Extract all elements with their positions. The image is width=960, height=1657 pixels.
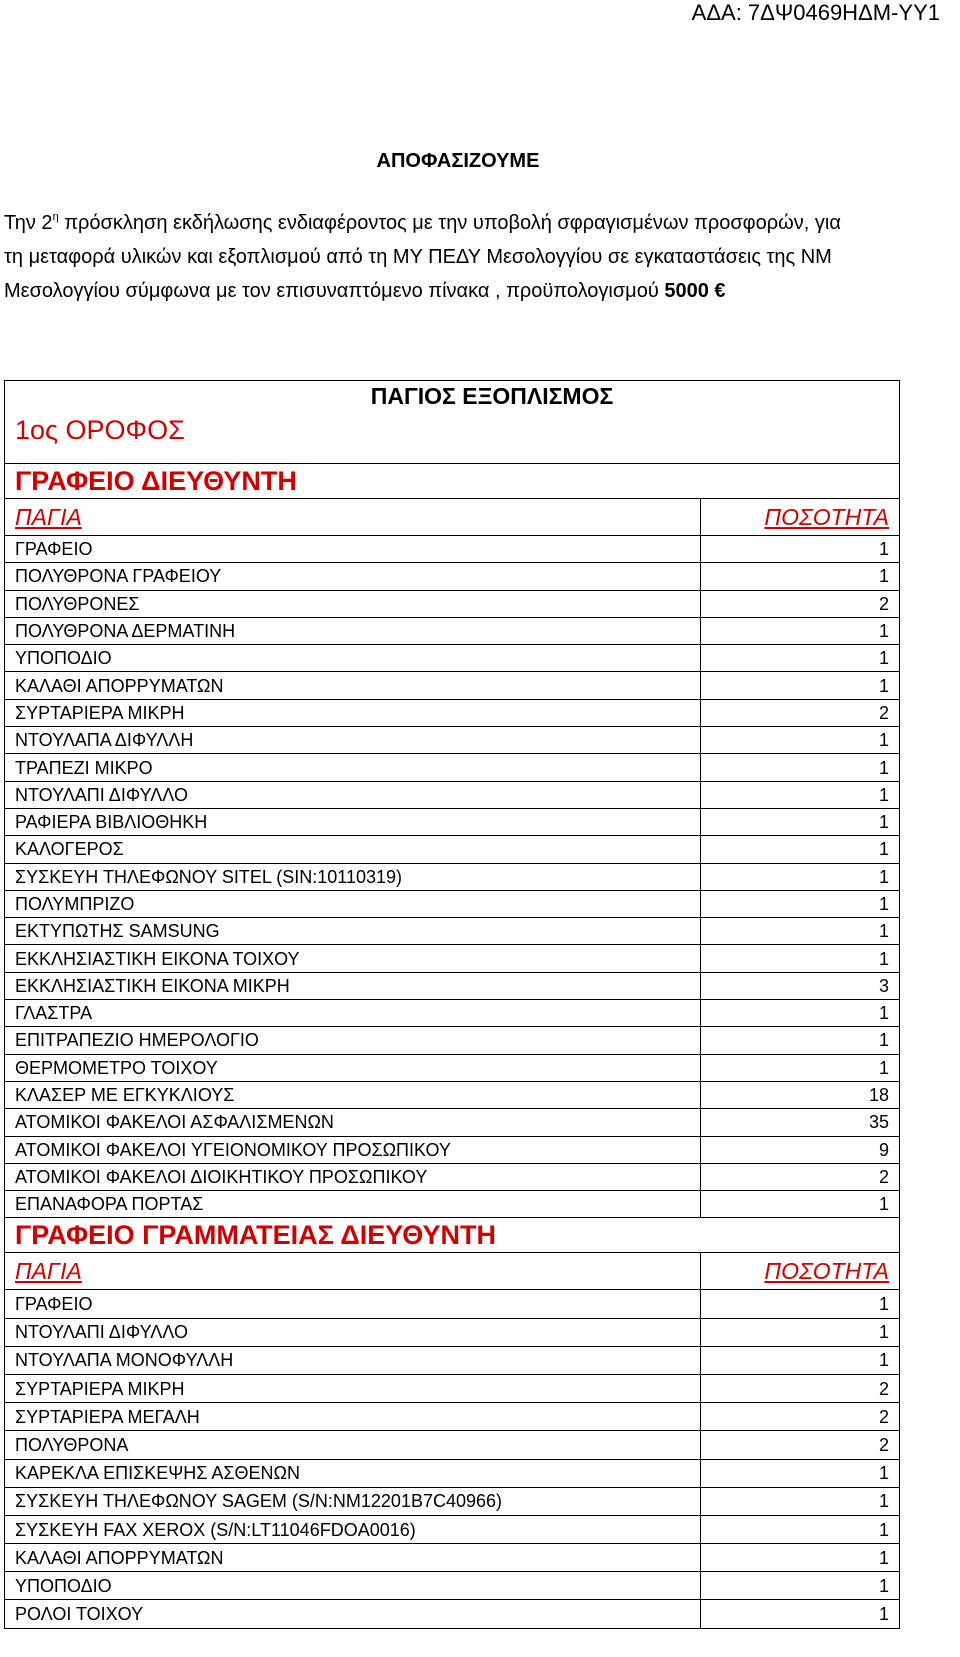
table-row [5, 1318, 900, 1346]
budget-amount: 5000 € [664, 280, 726, 302]
item-name: ΣΥΡΤΑΡΙΕΡΑ ΜΙΚΡΗ [5, 699, 701, 726]
table-row [5, 1346, 900, 1374]
item-name: ΤΡΑΠΕΖΙ ΜΙΚΡΟ [5, 754, 701, 781]
item-name: ΠΟΛΥΘΡΟΝΑ [5, 1431, 701, 1459]
item-quantity: 1 [700, 563, 899, 590]
item-quantity: 2 [700, 1431, 899, 1459]
item-name: ΚΑΡΕΚΛΑ ΕΠΙΣΚΕΨΗΣ ΑΣΘΕΝΩΝ [5, 1459, 701, 1487]
table-row [5, 617, 900, 644]
item-name: ΑΤΟΜΙΚΟΙ ΦΑΚΕΛΟΙ ΥΓΕΙΟΝΟΜΙΚΟΥ ΠΡΟΣΩΠΙΚΟΥ [5, 1136, 701, 1163]
table-row [5, 1000, 900, 1027]
table-row [5, 1374, 900, 1402]
table-row [5, 1431, 900, 1459]
table-row [5, 754, 900, 781]
table-row [5, 1136, 900, 1163]
item-quantity: 18 [700, 1081, 899, 1108]
section1-col-item: ΠΑΓΙΑ [5, 499, 701, 536]
item-quantity: 1 [700, 1459, 899, 1487]
item-quantity: 9 [700, 1136, 899, 1163]
table-row [5, 1600, 900, 1628]
item-quantity: 1 [700, 918, 899, 945]
item-quantity: 1 [700, 1318, 899, 1346]
item-quantity: 1 [700, 1000, 899, 1027]
item-name: ΠΟΛΥΘΡΟΝΑ ΔΕΡΜΑΤΙΝΗ [5, 617, 701, 644]
item-name: ΕΠΙΤΡΑΠΕΖΙΟ ΗΜΕΡΟΛΟΓΙΟ [5, 1027, 701, 1054]
item-quantity: 2 [700, 1374, 899, 1402]
table-row [5, 1290, 900, 1318]
item-name: ΠΟΛΥΘΡΟΝΕΣ [5, 590, 701, 617]
item-quantity: 1 [700, 945, 899, 972]
item-name: ΡΑΦΙΕΡΑ ΒΙΒΛΙΟΘΗΚΗ [5, 808, 701, 835]
table-row [5, 563, 900, 590]
item-name: ΣΥΣΚΕΥΗ ΤΗΛΕΦΩΝΟΥ SITEL (SIN:10110319) [5, 863, 701, 890]
section2-title-row [5, 1218, 900, 1253]
item-quantity: 2 [700, 699, 899, 726]
item-name: ΝΤΟΥΛΑΠΑ ΜΟΝΟΦΥΛΛΗ [5, 1346, 701, 1374]
section2-col-qty: ΠΟΣΟΤΗΤΑ [700, 1253, 899, 1290]
table-row [5, 1459, 900, 1487]
item-name: ΓΛΑΣΤΡΑ [5, 1000, 701, 1027]
item-name: ΡΟΛΟΙ ΤΟΙΧΟΥ [5, 1600, 701, 1628]
item-quantity: 1 [700, 1346, 899, 1374]
paragraph-line-2: τη μεταφορά υλικών και εξοπλισμού από τη ΜΥ ΠΕΔΥ Μεσολογγίου σε εγκαταστάσεις της ΝΜ [4, 246, 832, 268]
item-name: ΝΤΟΥΛΑΠΙ ΔΙΦΥΛΛΟ [5, 781, 701, 808]
item-name: ΝΤΟΥΛΑΠΑ ΔΙΦΥΛΛΗ [5, 727, 701, 754]
item-quantity: 2 [700, 1403, 899, 1431]
section1-title-row [5, 464, 900, 499]
table-row [5, 1191, 900, 1218]
item-quantity: 1 [700, 1027, 899, 1054]
item-quantity: 2 [700, 1163, 899, 1190]
table-header-row [5, 381, 900, 464]
item-name: ΑΤΟΜΙΚΟΙ ΦΑΚΕΛΟΙ ΑΣΦΑΛΙΣΜΕΝΩΝ [5, 1109, 701, 1136]
paragraph-line-1-rest: πρόσκληση εκδήλωσης ενδιαφέροντος με την υποβολή σφραγισμένων προσφορών, για [58, 212, 841, 234]
table-row [5, 808, 900, 835]
item-name: ΝΤΟΥΛΑΠΙ ΔΙΦΥΛΛΟ [5, 1318, 701, 1346]
item-quantity: 1 [700, 536, 899, 563]
item-quantity: 1 [700, 645, 899, 672]
item-quantity: 1 [700, 808, 899, 835]
table-row [5, 1163, 900, 1190]
item-quantity: 2 [700, 590, 899, 617]
item-quantity: 1 [700, 754, 899, 781]
section2-column-header-row [5, 1253, 900, 1290]
ada-code: ΑΔΑ: 7ΔΨ0469ΗΔΜ-ΥΥ1 [691, 0, 940, 25]
section2-title: ΓΡΑΦΕΙΟ ΓΡΑΜΜΑΤΕΙΑΣ ΔΙΕΥΘΥΝΤΗ [5, 1218, 900, 1253]
item-name: ΣΥΣΚΕΥΗ ΤΗΛΕΦΩΝΟΥ SAGEM (S/N:NM12201B7C40966) [5, 1487, 701, 1515]
decision-paragraph [4, 200, 920, 308]
item-name: ΘΕΡΜΟΜΕΤΡΟ ΤΟΙΧΟΥ [5, 1054, 701, 1081]
item-quantity: 35 [700, 1109, 899, 1136]
table-row [5, 1081, 900, 1108]
table-row [5, 1054, 900, 1081]
table-row [5, 727, 900, 754]
item-quantity: 1 [700, 672, 899, 699]
item-name: ΑΤΟΜΙΚΟΙ ΦΑΚΕΛΟΙ ΔΙΟΙΚΗΤΙΚΟΥ ΠΡΟΣΩΠΙΚΟΥ [5, 1163, 701, 1190]
table-row [5, 699, 900, 726]
table-row [5, 781, 900, 808]
item-name: ΣΥΡΤΑΡΙΕΡΑ ΜΙΚΡΗ [5, 1374, 701, 1402]
item-name: ΚΑΛΑΘΙ ΑΠΟΡΡΥΜΑΤΩΝ [5, 672, 701, 699]
table-row [5, 1027, 900, 1054]
decision-heading: ΑΠΟΦΑΣΙΖΟΥΜΕ [376, 150, 540, 172]
item-name: ΕΚΚΛΗΣΙΑΣΤΙΚΗ ΕΙΚΟΝΑ ΤΟΙΧΟΥ [5, 945, 701, 972]
item-quantity: 1 [700, 1054, 899, 1081]
table-row [5, 645, 900, 672]
table-row [5, 672, 900, 699]
ordinal-superscript: η [52, 211, 59, 223]
table-row [5, 536, 900, 563]
item-quantity: 1 [700, 727, 899, 754]
table-header-cell [5, 381, 900, 464]
table-row [5, 1403, 900, 1431]
table-row [5, 1515, 900, 1543]
item-quantity: 3 [700, 972, 899, 999]
equipment-table [4, 380, 900, 1629]
item-name: ΥΠΟΠΟΔΙΟ [5, 1572, 701, 1600]
item-name: ΠΟΛΥΘΡΟΝΑ ΓΡΑΦΕΙΟΥ [5, 563, 701, 590]
paragraph-line-3 [4, 274, 920, 308]
table-row [5, 863, 900, 890]
item-quantity: 1 [700, 863, 899, 890]
paragraph-line-1 [4, 200, 920, 240]
table-row [5, 1487, 900, 1515]
item-name: ΕΚΤΥΠΩΤΗΣ SAMSUNG [5, 918, 701, 945]
paragraph-line-3-text: Μεσολογγίου σύμφωνα με τον επισυναπτόμενο πίνακα , προϋπολογισμού [4, 280, 665, 302]
table-row [5, 1544, 900, 1572]
item-name: ΓΡΑΦΕΙΟ [5, 536, 701, 563]
section2-col-item: ΠΑΓΙΑ [5, 1253, 701, 1290]
section1-column-header-row [5, 499, 900, 536]
item-quantity: 1 [700, 1191, 899, 1218]
item-quantity: 1 [700, 1290, 899, 1318]
floor-label: 1ος ΟΡΟΦΟΣ [15, 415, 185, 445]
item-quantity: 1 [700, 781, 899, 808]
item-name: ΥΠΟΠΟΔΙΟ [5, 645, 701, 672]
table-row [5, 1572, 900, 1600]
item-quantity: 1 [700, 890, 899, 917]
fixed-assets-title: ΠΑΓΙΟΣ ΕΞΟΠΛΙΣΜΟΣ [370, 383, 614, 409]
item-name: ΚΑΛΑΘΙ ΑΠΟΡΡΥΜΑΤΩΝ [5, 1544, 701, 1572]
paragraph-line-1-start: Την 2 [4, 212, 53, 234]
item-name: ΕΠΑΝΑΦΟΡΑ ΠΟΡΤΑΣ [5, 1191, 701, 1218]
item-name: ΕΚΚΛΗΣΙΑΣΤΙΚΗ ΕΙΚΟΝΑ ΜΙΚΡΗ [5, 972, 701, 999]
table-row [5, 590, 900, 617]
item-quantity: 1 [700, 617, 899, 644]
table-row [5, 918, 900, 945]
section1-col-qty: ΠΟΣΟΤΗΤΑ [700, 499, 899, 536]
table-row [5, 972, 900, 999]
item-name: ΣΥΣΚΕΥΗ FAX XEROX (S/N:LT11046FDOA0016) [5, 1515, 701, 1543]
table-row [5, 1109, 900, 1136]
item-name: ΓΡΑΦΕΙΟ [5, 1290, 701, 1318]
table-row [5, 945, 900, 972]
item-name: ΚΛΑΣΕΡ ΜΕ ΕΓΚΥΚΛΙΟΥΣ [5, 1081, 701, 1108]
item-name: ΣΥΡΤΑΡΙΕΡΑ ΜΕΓΑΛΗ [5, 1403, 701, 1431]
item-quantity: 1 [700, 1544, 899, 1572]
section1-title: ΓΡΑΦΕΙΟ ΔΙΕΥΘΥΝΤΗ [5, 464, 900, 499]
item-quantity: 1 [700, 1487, 899, 1515]
item-quantity: 1 [700, 836, 899, 863]
item-name: ΚΑΛΟΓΕΡΟΣ [5, 836, 701, 863]
item-quantity: 1 [700, 1515, 899, 1543]
item-quantity: 1 [700, 1572, 899, 1600]
table-row [5, 836, 900, 863]
item-name: ΠΟΛΥΜΠΡΙΖΟ [5, 890, 701, 917]
table-row [5, 890, 900, 917]
item-quantity: 1 [700, 1600, 899, 1628]
